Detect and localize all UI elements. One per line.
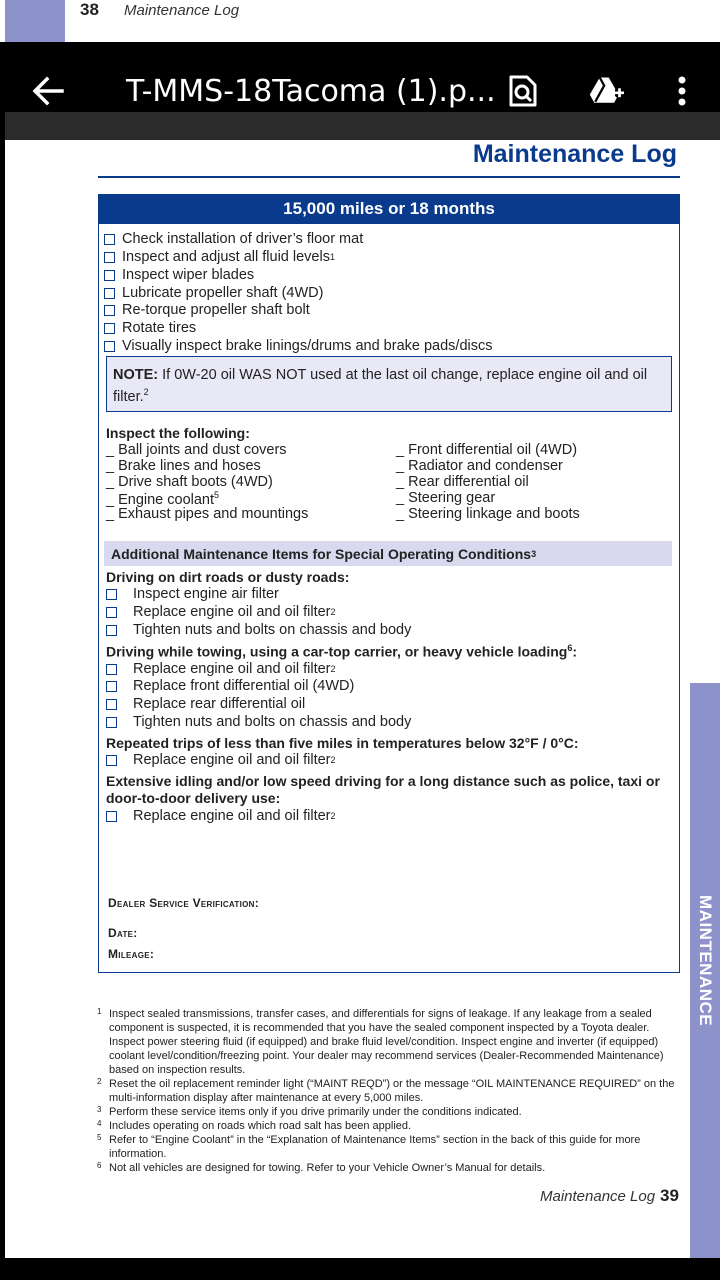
inspect-item: _ Radiator and condenser [396, 458, 563, 474]
condition-heading: Driving while towing, using a car-top carrier, or heavy vehicle loading$^6$: [106, 643, 578, 660]
page-gap [5, 112, 720, 140]
inspect-heading: Inspect the following: [106, 425, 250, 441]
inspect-item: _ Drive shaft boots (4WD) [106, 474, 273, 490]
document-search-icon[interactable] [505, 73, 541, 109]
checklist-item: Rotate tires [104, 320, 196, 336]
checkbox[interactable] [104, 252, 115, 263]
checkbox[interactable] [106, 607, 117, 618]
page-heading: Maintenance Log [472, 140, 677, 168]
page-number: 39 [660, 1186, 679, 1205]
checkbox[interactable] [106, 811, 117, 822]
footnote: 2 Reset the oil replacement reminder light (“MAINT REQD”) or the message “OIL MAINTENANCE REQUIRED” on the multi-information display after maintenance at every 5,000 miles. [97, 1077, 675, 1104]
checkbox[interactable] [104, 234, 115, 245]
document-title: T-MMS-18Tacoma (1).p... [126, 74, 496, 109]
previous-page-title: Maintenance Log [124, 2, 240, 19]
interval-header: 15,000 miles or 18 months [98, 194, 680, 224]
inspect-item: _ Exhaust pipes and mountings [106, 506, 309, 522]
dealer-verification-label: Dealer Service Verification: [108, 896, 260, 910]
condition-item: Replace engine oil and oil filter 2 [106, 752, 336, 768]
viewer-toolbar [0, 70, 720, 112]
footnote: 6 Not all vehicles are designed for towing. Refer to your Vehicle Owner’s Manual for details. [97, 1161, 546, 1174]
checkbox[interactable] [106, 699, 117, 710]
checkbox[interactable] [106, 755, 117, 766]
checkbox[interactable] [104, 270, 115, 281]
condition-item: Replace engine oil and oil filter 2 [106, 661, 336, 677]
inspect-item: _ Brake lines and hoses [106, 458, 261, 474]
footnote: 1 Inspect sealed transmissions, transfer cases, and differentials for signs of leakage. If any leakage from a sealed component is suspected, it is recommended that you have the sealed component inspected by a Toyota dealer. Inspect power steering fluid (if equipped) and brake fluid level/condition. Inspect engine and inverter (if equipped) coolant level/condition/freezing point. Your dealer may recommend services (Dealer-Recommended Maintenance) based on inspection results. [97, 1007, 664, 1076]
oil-note: NOTE: If 0W-20 oil WAS NOT used at the last oil change, replace engine oil and oil filter.$^2$ [106, 356, 672, 412]
inspect-item: _ Steering gear [396, 490, 496, 506]
date-label: Date: [108, 926, 138, 940]
previous-page-fragment [0, 0, 720, 42]
add-to-drive-icon[interactable] [588, 73, 624, 109]
footnote: 5 Refer to “Engine Coolant” in the “Explanation of Maintenance Items” section in the back of this guide for more information. [97, 1133, 641, 1160]
condition-item: Replace rear differential oil [106, 696, 305, 712]
note-label: NOTE: [113, 367, 159, 383]
condition-item: Tighten nuts and bolts on chassis and body [106, 714, 411, 730]
section-tab-label: MAINTENANCE [696, 895, 715, 1027]
mileage-label: Mileage: [108, 947, 155, 961]
inspect-item: _ Steering linkage and boots [396, 506, 580, 522]
condition-item: Replace engine oil and oil filter 2 [106, 604, 336, 620]
checkbox[interactable] [106, 681, 117, 692]
condition-heading: Repeated trips of less than five miles in temperatures below 32°F / 0°C: [106, 735, 579, 751]
condition-item: Tighten nuts and bolts on chassis and body [106, 622, 411, 638]
checkbox[interactable] [104, 341, 115, 352]
inspect-item: _ Rear differential oil [396, 474, 529, 490]
checkbox[interactable] [104, 323, 115, 334]
checkbox[interactable] [106, 664, 117, 675]
footer-title: Maintenance Log [540, 1188, 656, 1205]
previous-page-tab [5, 0, 65, 42]
checkbox[interactable] [106, 717, 117, 728]
previous-page-number: 38 [80, 0, 99, 19]
checkbox[interactable] [106, 589, 117, 600]
inspect-item: _ Ball joints and dust covers [106, 442, 287, 458]
condition-heading: Extensive idling and/or low speed driving for a long distance such as police, taxi or [106, 773, 660, 789]
more-vert-icon[interactable] [664, 73, 700, 109]
condition-item: Replace front differential oil (4WD) [106, 678, 354, 694]
checkbox[interactable] [104, 288, 115, 299]
checklist-item: Re-torque propeller shaft bolt [104, 302, 310, 318]
condition-item: Inspect engine air filter [106, 586, 279, 602]
heading-rule [98, 176, 680, 178]
checkbox[interactable] [106, 625, 117, 636]
special-conditions-band: Additional Maintenance Items for Special Operating Conditions 3 [104, 541, 672, 566]
condition-heading-cont: door-to-door delivery use: [106, 790, 281, 806]
inspect-item: _ Engine coolant$^5$ [106, 490, 220, 508]
bottom-bar [0, 1258, 720, 1280]
checklist-item: Lubricate propeller shaft (4WD) [104, 285, 323, 301]
checklist-item: Check installation of driver’s floor mat [104, 231, 363, 247]
footnote: 3 Perform these service items only if you drive primarily under the conditions indicated. [97, 1105, 522, 1118]
condition-heading: Driving on dirt roads or dusty roads: [106, 569, 350, 585]
checklist-item: Visually inspect brake linings/drums and brake pads/discs [104, 338, 492, 354]
footnote: 4 Includes operating on roads which road salt has been applied. [97, 1119, 412, 1132]
inspect-item: _ Front differential oil (4WD) [396, 442, 578, 458]
checklist-item: Inspect wiper blades [104, 267, 254, 283]
arrow-left-icon[interactable] [30, 74, 66, 108]
checklist-item: Inspect and adjust all fluid levels 1 [104, 249, 335, 265]
checkbox[interactable] [104, 305, 115, 316]
note-text: If 0W-20 oil WAS NOT used at the last oil change, replace engine oil and oil filter. [113, 367, 648, 405]
condition-item: Replace engine oil and oil filter 2 [106, 808, 336, 824]
